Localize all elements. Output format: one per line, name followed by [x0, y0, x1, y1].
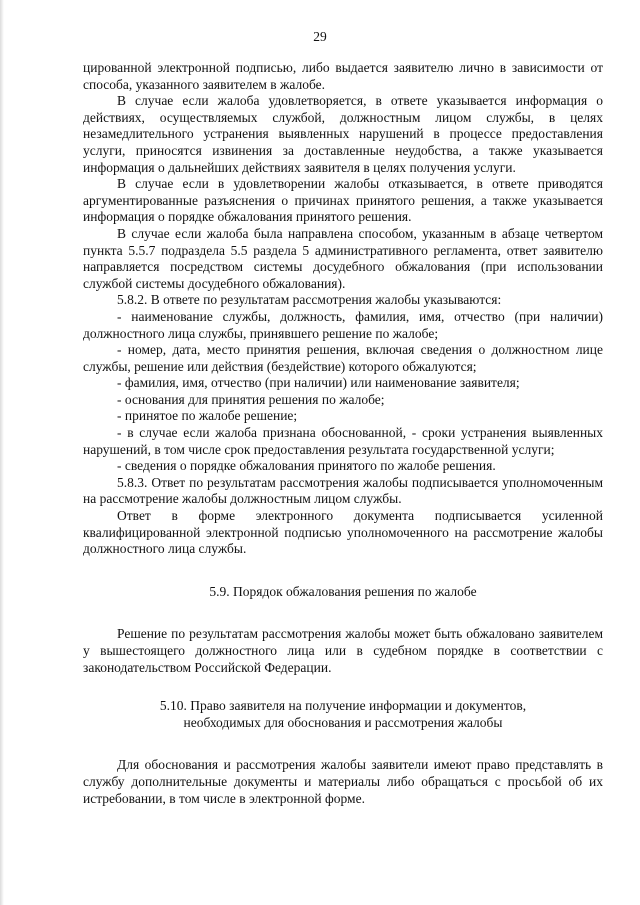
paragraph: - номер, дата, место принятия решения, включая сведения о должностном лице службы, решение или действия (бездействие) которого обжалуются; [83, 342, 603, 374]
scan-edge-shadow [0, 0, 4, 905]
paragraph: Ответ в форме электронного документа подписывается усиленной квалифицированной электронной подписью уполномоченного на рассмотрение жалобы должностного лица службы. [83, 508, 603, 557]
paragraph: 5.8.3. Ответ по результатам рассмотрения жалобы подписывается уполномоченным на рассмотрение жалобы должностным лицом службы. [83, 474, 603, 507]
paragraph: В случае если жалоба удовлетворяется, в ответе указывается информация о действиях, осуществляемых службой, должностным лицом службы, в целях незамедлительного устранения выявленных нарушений в процессе предоставления услуги, приносятся извинения за доставленные неудобства, а также указывается информация о дальнейших действиях заявителя в целях получения услуги. [83, 93, 603, 175]
spacer [83, 600, 603, 626]
spacer [83, 731, 603, 757]
paragraph: - принятое по жалобе решение; [117, 408, 298, 424]
paragraph: В случае если в удовлетворении жалобы отказывается, в ответе приводятся аргументированные разъяснения о причинах принятого решения, а также указывается информация о порядке обжалования принятого решения. [83, 176, 603, 225]
paragraph: - основания для принятия решения по жалобе; [117, 391, 385, 407]
paragraph: В случае если жалоба была направлена способом, указанным в абзаце четвертом пункта 5.5.7 подраздела 5.5 раздела 5 административного регламента, ответ заявителю направляется посредством системы досудебного обжалования (при использовании службой системы досудебного обжалования). [83, 225, 603, 291]
paragraph: - наименование службы, должность, фамилия, имя, отчество (при наличии) должностного лица службы, принявшего решение по жалобе; [83, 308, 603, 341]
paragraph: Решение по результатам рассмотрения жалобы может быть обжаловано заявителем у вышестоящего должностного лица или в судебном порядке в соответствии с законодательством Российской Федерации. [83, 626, 603, 675]
page-number: 29 [313, 29, 327, 44]
page-body [83, 60, 603, 807]
paragraph: - в случае если жалоба признана обоснованной, - сроки устранения выявленных нарушений, в том числе срок предоставления результата государственной услуги; [83, 425, 603, 457]
spacer [83, 558, 603, 584]
section-heading: 5.10. Право заявителя на получение информации и документов, [159, 698, 527, 714]
section-heading: необходимых для обоснования и рассмотрения жалобы [183, 714, 503, 730]
paragraph: Для обоснования и рассмотрения жалобы заявители имеют право представлять в службу дополнительные документы и материалы либо обращаться с просьбой об их истребовании, в том числе в электронной форме. [83, 757, 603, 806]
spacer [83, 676, 603, 698]
paragraph: - фамилия, имя, отчество (при наличии) или наименование заявителя; [117, 375, 520, 391]
paragraph: - сведения о порядке обжалования принятого по жалобе решения. [117, 458, 496, 474]
paragraph: 5.8.2. В ответе по результатам рассмотрения жалобы указываются: [117, 292, 502, 308]
paragraph: цированной электронной подписью, либо выдается заявителю лично в зависимости от способа, указанного заявителем в жалобе. [83, 60, 603, 92]
section-heading: 5.9. Порядок обжалования решения по жалобе [209, 583, 477, 599]
